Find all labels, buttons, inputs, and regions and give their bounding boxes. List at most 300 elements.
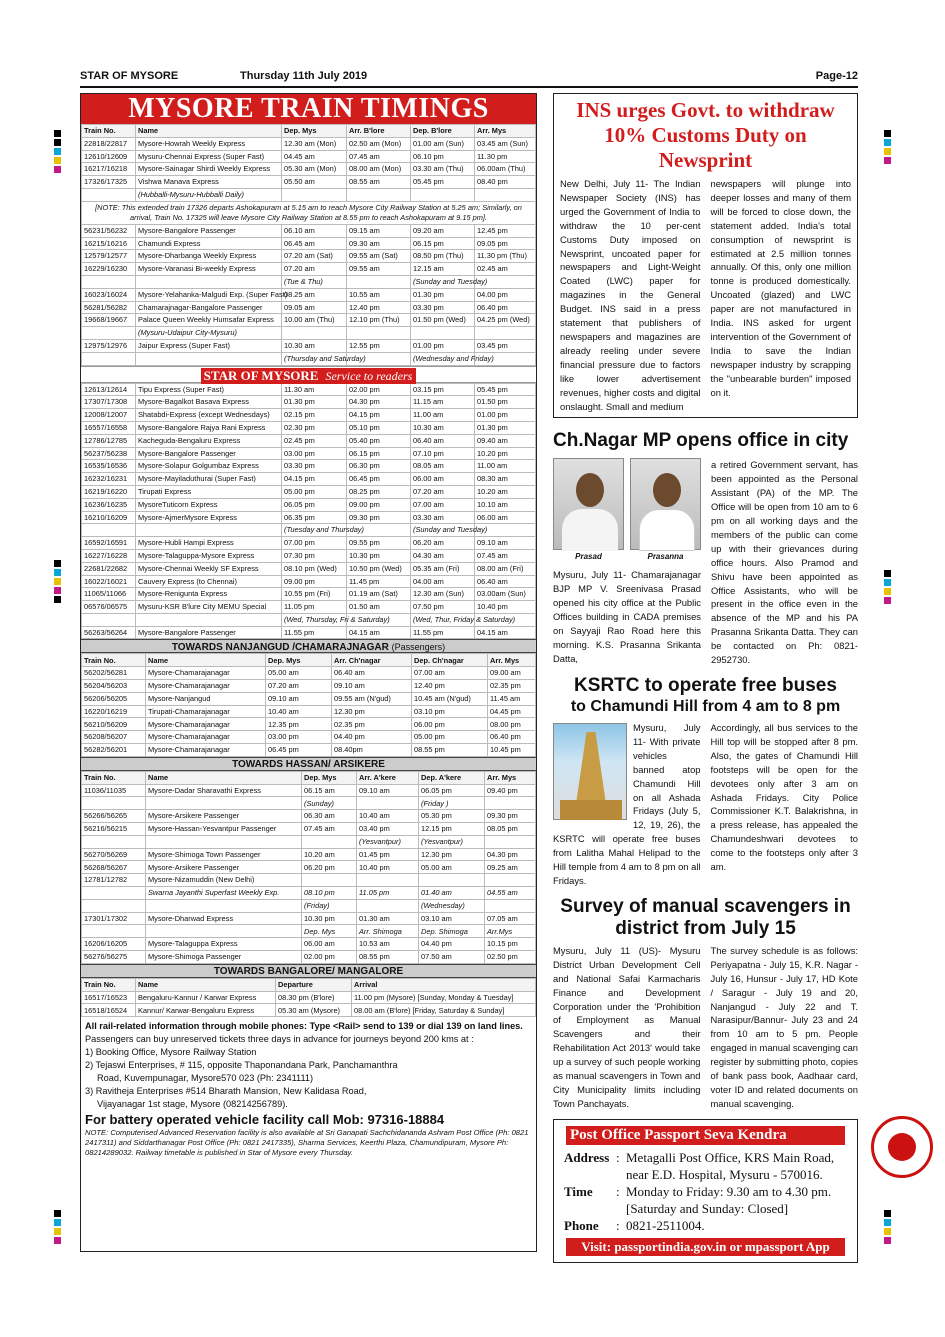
table-cell: 03.40 pm (357, 823, 419, 836)
table-row (82, 887, 536, 900)
table-cell: 02.15 pm (282, 409, 347, 422)
info-line: Passengers can buy unreserved tickets three days in advance for journeys beyond 200 kms at : (85, 1034, 474, 1045)
main-timetable (81, 124, 536, 366)
train-note: [NOTE: This extended train 17326 departs Ashokapuram at 5.15 am to reach Mysore City Railway Station at 5.25 am; Similarly, on arrival, Train No. 17325 will leave Mysore City Railway Station at 8.55 pm to reach Ashokapuram at 9.15 pm]. (82, 201, 536, 224)
time-line: Monday to Friday: 9.30 am to 4.30 pm. (626, 1183, 832, 1199)
table-cell: 06.15 pm (411, 237, 475, 250)
article-col: Accordingly, all bus services to the Hill top will be stopped after 8 pm. Also, the gates of Chamundi Hill footsteps will be open for the devotees only after 3 am on Ashada Fridays. City Police Commissioner K.T. Balakrishna, in a press release, has appealed the Chamundeshwari devotees to come to the footsteps only after 3 am. (710, 722, 858, 873)
table-cell: Mysore-Dharwad Express (146, 912, 302, 925)
table-cell: 06.35 pm (282, 511, 347, 524)
table-cell (411, 327, 475, 340)
table-cell: 16210/16209 (82, 511, 136, 524)
table-cell: (Thursday and Saturday) (282, 352, 347, 365)
table-row (82, 485, 536, 498)
table-cell: Jaipur Express (Super Fast) (136, 339, 282, 352)
table-cell: 07.45 am (347, 150, 411, 163)
table-cell: 06.40 am (332, 667, 412, 680)
table-cell: 16236/16235 (82, 498, 136, 511)
table-cell: 04.45 am (282, 150, 347, 163)
table-cell: Vishwa Manava Express (136, 176, 282, 189)
table-row (82, 613, 536, 626)
col-header: Departure (276, 978, 352, 991)
table-cell (347, 275, 411, 288)
table-cell: 56208/56207 (82, 731, 146, 744)
table-cell: Mysuru-Chennai Express (Super Fast) (136, 150, 282, 163)
table-cell (82, 352, 136, 365)
table-cell: 11.55 pm (411, 626, 475, 639)
mangalore-rows (82, 991, 536, 1017)
table-cell: 02.30 pm (282, 421, 347, 434)
headline: Survey of manual scavengers in district from July 15 (560, 895, 851, 939)
table-cell: 06.40 pm (488, 731, 536, 744)
table-cell: 07.00 pm (282, 537, 347, 550)
table-cell: (Sunday and Tuesday) (411, 524, 475, 537)
table-row (82, 692, 536, 705)
table-cell: Arr.Mys (485, 925, 536, 938)
info-line: 1) Booking Office, Mysore Railway Station (85, 1047, 257, 1058)
table-row (82, 874, 536, 887)
table-cell: 05.30 am (Mon) (282, 163, 347, 176)
table-header (82, 125, 536, 138)
table-cell: Kannur/ Karwar-Bengaluru Express (136, 1004, 276, 1017)
table-cell: 06.00 am (411, 473, 475, 486)
table-cell: 04.25 pm (Wed) (475, 314, 536, 327)
table-cell: (Friday) (302, 899, 357, 912)
table-cell: 10.55 am (347, 288, 411, 301)
col-header: Name (136, 978, 276, 991)
table-cell: 12781/12782 (82, 874, 146, 887)
table-cell: 06.00 am (302, 938, 357, 951)
table-cell: 01.50 pm (Wed) (411, 314, 475, 327)
info-line: 3) Ravitheja Enterprises #514 Bharath Mansion, New Kalidasa Road, (85, 1086, 367, 1097)
table-cell: MysoreTuticorn Express (136, 498, 282, 511)
table-cell: 03.30 pm (411, 301, 475, 314)
col-header: Dep. Mys (282, 125, 347, 138)
table-cell: 07.00 am (412, 667, 488, 680)
table-cell: 06.45 pm (347, 473, 411, 486)
table-cell: 07.20 am (411, 485, 475, 498)
table-cell: 09.10 am (332, 680, 412, 693)
table-cell: 11.00 am (411, 409, 475, 422)
table-cell: 16518/16524 (82, 1004, 136, 1017)
table-cell: 12579/12577 (82, 250, 136, 263)
passport-visit-link[interactable]: Visit: passportindia.gov.in or mpassport App (566, 1238, 845, 1256)
table-cell: 03.45 pm (475, 339, 536, 352)
table-cell (411, 188, 475, 201)
table-cell: Shatabdi-Express (except Wednesdays) (136, 409, 282, 422)
table-cell: 03.30 am (411, 511, 475, 524)
table-cell (485, 797, 536, 810)
table-cell: (Tue & Thu) (282, 275, 347, 288)
table-cell: 12.30 am (Sun) (411, 588, 475, 601)
table-row (82, 705, 536, 718)
table-row (82, 848, 536, 861)
table-cell: Cauvery Express (to Chennai) (136, 575, 282, 588)
table-cell: 17301/17302 (82, 912, 146, 925)
train-group-b (82, 224, 536, 365)
table-cell (82, 887, 146, 900)
table-cell: 02.35 pm (332, 718, 412, 731)
mp-article (553, 430, 858, 667)
table-cell: 07.10 pm (411, 447, 475, 460)
table-cell: 06.15 am (302, 784, 357, 797)
table-cell: 56276/56275 (82, 951, 146, 964)
table-cell (82, 524, 136, 537)
table-cell: 08.40 pm (475, 176, 536, 189)
table-cell: 02.45 pm (282, 434, 347, 447)
table-cell: 04.40 pm (332, 731, 412, 744)
table-cell: Mysore-Bangalore Passenger (136, 224, 282, 237)
col-header: Name (146, 771, 302, 784)
table-cell: 03.10 pm (412, 705, 488, 718)
table-row (82, 447, 536, 460)
table-row (82, 575, 536, 588)
table-row (82, 396, 536, 409)
table-cell: 11.45 pm (347, 575, 411, 588)
som-logo: STAR OF MYSORE (201, 368, 322, 384)
table-cell: 08.00 am (Fri) (475, 562, 536, 575)
table-cell: 08.55 am (347, 176, 411, 189)
table-cell: 09.55 am (Sat) (347, 250, 411, 263)
table-row (82, 537, 536, 550)
table-cell: Mysore-Talaguppa-Mysore Express (136, 549, 282, 562)
table-row (82, 150, 536, 163)
address-line: Metagalli Post Office, KRS Main Road, (626, 1149, 835, 1165)
table-cell: 01.50 pm (475, 396, 536, 409)
table-cell: 11065/11066 (82, 588, 136, 601)
table-cell: 10.30 pm (347, 549, 411, 562)
table-cell: 07.20 am (Sat) (282, 250, 347, 263)
table-cell: Dep. Mys (302, 925, 357, 938)
table-cell: 56210/56209 (82, 718, 146, 731)
article-col: Mysuru, July 11 (US)- Mysuru District Urban Development Cell and National Safai Karmacharis Finance and Development Corporation under the 'Prohibition of Employment as Manual Scavengers and their Rehabilitation Act 2013' would take up a survey of such people working as manual scavengers in Town and City Municipality limits including Town Panchayats. (553, 944, 701, 1109)
table-cell: 12610/12609 (82, 150, 136, 163)
table-cell: Mysore-Sainagar Shirdi Weekly Express (136, 163, 282, 176)
table-cell (282, 327, 347, 340)
table-cell (475, 188, 536, 201)
table-cell: 12.15 am (411, 263, 475, 276)
table-cell (475, 327, 536, 340)
table-cell: 10.40 pm (357, 861, 419, 874)
table-cell: Mysore-Hubli Hampi Express (136, 537, 282, 550)
table-row (82, 434, 536, 447)
table-cell: 04.30 pm (485, 848, 536, 861)
table-cell: 05.30 am (Mysore) (276, 1004, 352, 1017)
table-cell: 11.30 am (282, 383, 347, 396)
table-cell: 02.45 am (475, 263, 536, 276)
table-row (82, 667, 536, 680)
passport-box: Post Office Passport Seva Kendra Address : Metagalli Post Office, KRS Main Road, near E.D. Hospital, Mysuru - 570016. Time : Monday to Friday: 9.30 am to 4.30 pm. [Saturday and Sunday: Closed] Phone : 0821-2511004. Visit: passportindia.gov.in or mpassport App (553, 1119, 858, 1263)
table-row (82, 810, 536, 823)
table-cell: Mysore-Solapur Golgumbaz Express (136, 460, 282, 473)
table-cell: 06.05 pm (419, 784, 485, 797)
table-cell: (Hubballi-Mysuru-Hubballi Daily) (136, 188, 282, 201)
table-cell: 03.00 pm (266, 731, 332, 744)
table-cell: 01.45 pm (357, 848, 419, 861)
table-cell: Mysuru-KSR B'lure City MEMU Special (136, 601, 282, 614)
table-cell: 16023/16024 (82, 288, 136, 301)
table-cell: Mysore-Dadar Sharavathi Express (146, 784, 302, 797)
table-cell: 12.55 pm (347, 339, 411, 352)
table-cell: 06576/06575 (82, 601, 136, 614)
table-cell: Mysore-Chamarajanagar (146, 680, 266, 693)
table-cell: Mysore-Shimoga Passenger (146, 951, 302, 964)
table-cell: Mysore-Yelahanka-Malgudi Exp. (Super Fast) (136, 288, 282, 301)
table-cell: Mysore-Nanjangud (146, 692, 266, 705)
passport-title: Post Office Passport Seva Kendra (566, 1126, 845, 1145)
page-number: Page-12 (815, 70, 858, 82)
table-row (82, 744, 536, 757)
table-cell: 11.30 pm (Thu) (475, 250, 536, 263)
col-header: Arr. Mys (488, 654, 536, 667)
table-cell: 56204/56203 (82, 680, 146, 693)
table-cell: 05.10 pm (347, 421, 411, 434)
note-row (82, 201, 536, 224)
table-cell: 09.00 am (488, 667, 536, 680)
table-cell (82, 327, 136, 340)
table-cell (485, 874, 536, 887)
table-cell: Mysore-Arsikere Passenger (146, 810, 302, 823)
col-header: Name (146, 654, 266, 667)
masthead (80, 70, 858, 84)
table-cell: Mysore-Varanasi Bi-weekly Express (136, 263, 282, 276)
table-cell: 01.19 am (Sat) (347, 588, 411, 601)
table-cell (82, 925, 146, 938)
table-cell: 16227/16228 (82, 549, 136, 562)
table-cell: 04.40 pm (419, 938, 485, 951)
registration-marks (884, 1210, 891, 1246)
table-cell (357, 874, 419, 887)
table-cell: 04.55 am (485, 887, 536, 900)
col-header: Train No. (82, 654, 146, 667)
table-cell: 16557/16558 (82, 421, 136, 434)
table-cell: 16206/16205 (82, 938, 146, 951)
table-cell: 01.30 pm (411, 288, 475, 301)
table-cell: 07.20 am (282, 263, 347, 276)
col-header: Arrival (352, 978, 536, 991)
table-row (82, 263, 536, 276)
table-cell: 10.45 pm (488, 744, 536, 757)
table-cell: 10.00 am (Thu) (282, 314, 347, 327)
table-cell: 10.30 pm (302, 912, 357, 925)
table-row (82, 912, 536, 925)
table-cell: Mysore-Shimoga Town Passenger (146, 848, 302, 861)
col-header: Arr. A'kere (357, 771, 419, 784)
photo-prasanna (630, 458, 701, 550)
table-row (82, 835, 536, 848)
table-cell (146, 899, 302, 912)
table-cell (82, 797, 146, 810)
table-cell (282, 188, 347, 201)
info-footer (81, 1017, 536, 1161)
table-cell: 16215/16216 (82, 237, 136, 250)
table-cell: 10.40 pm (475, 601, 536, 614)
table-row (82, 327, 536, 340)
table-cell: 01.30 am (357, 912, 419, 925)
col-header: Train No. (82, 771, 146, 784)
table-cell: 08.05 pm (485, 823, 536, 836)
table-cell: Mysore-Bangalore Passenger (136, 626, 282, 639)
table-cell: Dep. Shimoga (419, 925, 485, 938)
registration-marks (54, 130, 61, 175)
table-row (82, 731, 536, 744)
table-cell: 01.40 am (419, 887, 485, 900)
table-cell (357, 797, 419, 810)
table-cell: 08.30 am (475, 473, 536, 486)
table-cell: 07.50 pm (411, 601, 475, 614)
table-cell (347, 188, 411, 201)
table-cell: 09.10 am (266, 692, 332, 705)
headline: INS urges Govt. to withdraw 10% Customs Duty on Newsprint (576, 98, 835, 172)
table-row (82, 137, 536, 150)
table-cell (302, 835, 357, 848)
table-cell (146, 797, 302, 810)
table-cell: Tirupati Express (136, 485, 282, 498)
table-row (82, 524, 536, 537)
table-cell: 19668/19667 (82, 314, 136, 327)
table-cell: 12.10 pm (Thu) (347, 314, 411, 327)
table-cell: 11.45 am (488, 692, 536, 705)
table-cell: 11.05 pm (357, 887, 419, 900)
table-cell: 17326/17325 (82, 176, 136, 189)
table-cell: 04.30 am (411, 549, 475, 562)
table-row (82, 562, 536, 575)
table-cell: 02.00 pm (302, 951, 357, 964)
table-cell: 06.45 pm (266, 744, 332, 757)
table-cell: 07.00 am (411, 498, 475, 511)
table-cell: Mysore-Nizamuddin (New Delhi) (146, 874, 302, 887)
subheadline: to Chamundi Hill from 4 am to 8 pm (570, 698, 841, 715)
col-header: Dep. Ch'nagar (412, 654, 488, 667)
table-cell: 11036/11035 (82, 784, 146, 797)
address-label: Address (564, 1149, 610, 1165)
hassan-table (81, 771, 536, 964)
table-cell: 08.10 pm (Wed) (282, 562, 347, 575)
table-row (82, 383, 536, 396)
table-row (82, 784, 536, 797)
table-cell: Mysore-Hassan-Yesvantpur Passenger (146, 823, 302, 836)
registration-marks (884, 570, 891, 606)
table-cell: 03.30 am (Thu) (411, 163, 475, 176)
table-cell: Kacheguda-Bengaluru Express (136, 434, 282, 447)
table-cell: 01.00 pm (411, 339, 475, 352)
headline: Ch.Nagar MP opens office in city (553, 430, 849, 452)
table-cell: 56237/56238 (82, 447, 136, 460)
table-row (82, 925, 536, 938)
table-row (82, 951, 536, 964)
table-cell: 06.00 pm (412, 718, 488, 731)
registration-marks (54, 560, 61, 605)
table-cell: 05.40 pm (347, 434, 411, 447)
table-cell: (Tuesday and Thursday) (282, 524, 347, 537)
table-cell: 09.10 am (357, 784, 419, 797)
phone-number: 0821-2511004. (626, 1217, 705, 1233)
table-cell: 09.05 pm (475, 237, 536, 250)
table-cell (82, 835, 146, 848)
table-cell: 07.20 am (266, 680, 332, 693)
table-cell: 08.25 pm (347, 485, 411, 498)
table-row (82, 991, 536, 1004)
table-row (82, 301, 536, 314)
table-cell: 09.20 am (411, 224, 475, 237)
table-cell: 06.30 am (302, 810, 357, 823)
table-cell: 09.30 pm (347, 511, 411, 524)
table-cell: 03.00 pm (282, 447, 347, 460)
table-cell: 05.50 am (282, 176, 347, 189)
timetable-c (81, 383, 536, 640)
article-col: Mysuru, July 11- With private vehicles banned atop Chamundi Hill on all Ashada Fridays (July 5, 12, 19, 26), the KSRTC will operate free buses from Lalitha Mahal Helipad to the Hill temple from 4 am to 8 pm on all Fridays. (553, 722, 701, 886)
table-cell: 08.05 am (411, 460, 475, 473)
table-cell: 04.15 am (347, 626, 411, 639)
table-cell: 09.30 pm (485, 810, 536, 823)
table-cell (82, 899, 146, 912)
survey-article (553, 896, 858, 1111)
table-cell: 10.40 am (266, 705, 332, 718)
table-row (82, 352, 536, 365)
table-cell: 56231/56232 (82, 224, 136, 237)
table-cell: 08.10 pm (302, 887, 357, 900)
table-cell: 04.30 pm (347, 396, 411, 409)
table-cell: 06.20 pm (302, 861, 357, 874)
table-cell: 07.45 am (302, 823, 357, 836)
table-cell (82, 613, 136, 626)
star-of-mysore-strip (81, 366, 536, 383)
address-line: near E.D. Hospital, Mysuru - 570016. (626, 1166, 823, 1182)
col-header: Dep. Mys (266, 654, 332, 667)
table-cell: Mysore-Bagalkot Basava Express (136, 396, 282, 409)
table-cell (347, 327, 411, 340)
table-cell: (Mysuru-Udaipur City-Mysuru) (136, 327, 282, 340)
table-row (82, 797, 536, 810)
table-row (82, 460, 536, 473)
news-column (553, 93, 858, 1263)
table-cell: 17307/17308 (82, 396, 136, 409)
som-service: Service to readers (321, 368, 416, 384)
table-cell: 16517/16523 (82, 991, 136, 1004)
table-cell: 10.20 am (475, 485, 536, 498)
table-cell: 04.15 pm (347, 409, 411, 422)
table-row (82, 680, 536, 693)
table-cell: 16232/16231 (82, 473, 136, 486)
col-header: Train No. (82, 125, 136, 138)
table-cell: 05.00 pm (282, 485, 347, 498)
table-cell: 16022/16021 (82, 575, 136, 588)
table-row (82, 409, 536, 422)
table-cell: 05.35 am (Fri) (411, 562, 475, 575)
table-cell: 01.00 pm (475, 409, 536, 422)
table-cell: 02.00 pm (347, 383, 411, 396)
table-cell: Tipu Express (Super Fast) (136, 383, 282, 396)
table-cell: 06.10 am (282, 224, 347, 237)
table-cell: 10.30 am (411, 421, 475, 434)
table-cell: (Wednesday and Friday) (411, 352, 475, 365)
train-timings-title: MYSORE TRAIN TIMINGS (81, 94, 536, 124)
table-cell: Mysore-AjmerMysore Express (136, 511, 282, 524)
table-cell (136, 524, 282, 537)
table-cell: 03.30 pm (282, 460, 347, 473)
table-cell: 08.30 pm (B'lore) (276, 991, 352, 1004)
table-row (82, 498, 536, 511)
nanjangud-table (81, 653, 536, 756)
table-cell: 11.30 pm (475, 150, 536, 163)
table-cell: 11.15 am (411, 396, 475, 409)
table-cell: 08.00 am (Mon) (347, 163, 411, 176)
table-row (82, 601, 536, 614)
table-cell: 05.45 pm (475, 383, 536, 396)
col-header: Dep. A'kere (419, 771, 485, 784)
table-cell (357, 899, 419, 912)
table-cell: 56268/56267 (82, 861, 146, 874)
